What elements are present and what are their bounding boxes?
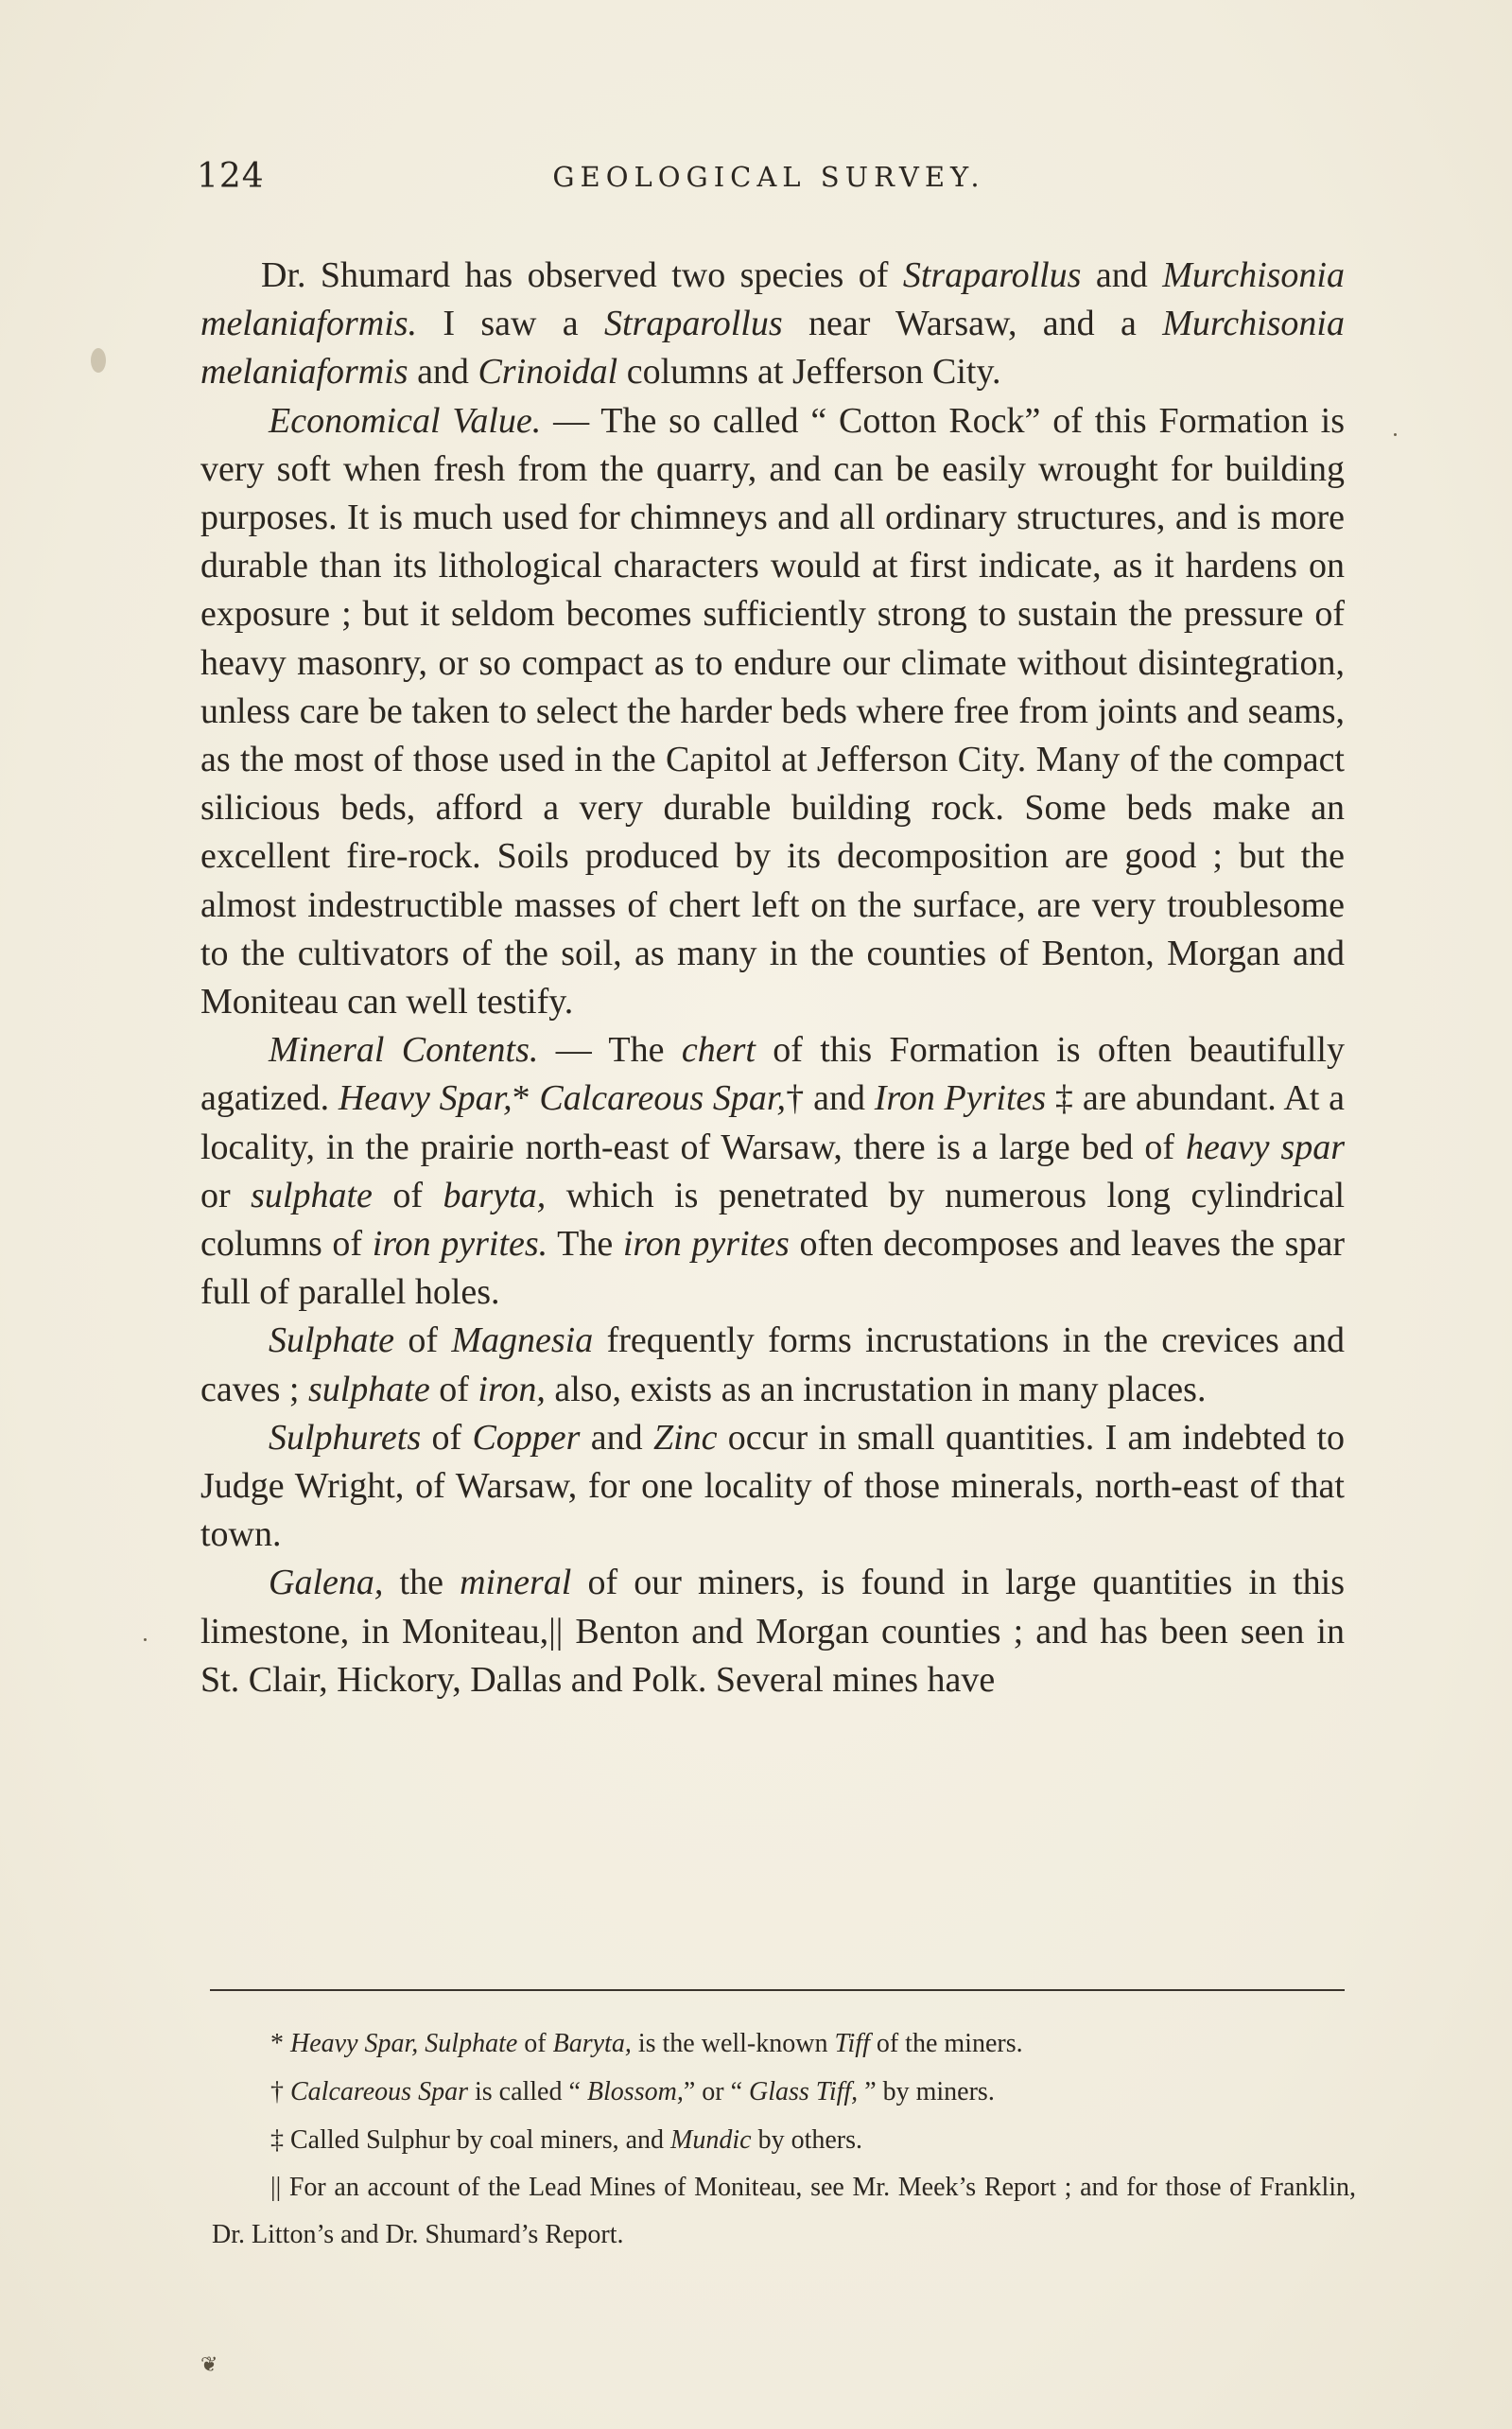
page-header [197,157,1341,204]
paragraph-economical-value: Economical Value. — The so called “ Cotton Rock” of this Formation is very soft when fresh from the quarry, and can be easily wrought for building purposes. It is much used for chimneys and all ordinary structures, and is more durable than its lithological characters would at first indicate, as it hardens on exposure ; but it seldom becomes sufficiently strong to sustain the pressure of heavy masonry, or so compact as to endure our climate without disintegration, unless care be taken to select the harder beds where free from joints and seams, as the most of those used in the Capitol at Jefferson City. Many of the compact silicious beds, afford a very durable building rock. Some beds make an excellent fire-rock. Soils produced by its decomposition are good ; but the almost indestructible masses of chert left on the surface, are very troublesome to the cultivators of the soil, as many in the counties of Benton, Morgan and Moniteau can well testify. [200,400,1345,1022]
footnote-heavy-spar: * Heavy Spar, Sulphate of Baryta, is the well-known Tiff of the miners. [270,2029,1023,2058]
body-text [200,252,1345,1704]
footnote-lead-mines: || For an account of the Lead Mines of Moniteau, see Mr. Meek’s Report ; and for those of Franklin, Dr. Litton’s and Dr. Shumard’s Report. [212,2173,1356,2249]
running-head: GEOLOGICAL SURVEY. [552,161,985,193]
footnote-sulphur: ‡ Called Sulphur by coal miners, and Mundic by others. [270,2125,863,2155]
paragraph-sulphurets: Sulphurets of Copper and Zinc occur in small quantities. I am indebted to Judge Wright, of Warsaw, for one locality of those minerals, north-east of that town. [200,1417,1345,1555]
speck [1394,433,1397,436]
speck [144,1638,147,1641]
paragraph-sulphate: Sulphate of Magnesia frequently forms incrustations in the crevices and caves ; sulphate of iron, also, exists as an incrustation in many places. [200,1320,1345,1409]
paragraph-mineral-contents: Mineral Contents. — The chert of this Formation is often beautifully agatized. Heavy Spar,* Calcareous Spar,† and Iron Pyrites ‡ are abundant. At a locality, in the prairie north-east of Warsaw, there is a large bed of heavy spar or sulphate of baryta, which is penetrated by numerous long cylindrical columns of iron pyrites. The iron pyrites often decomposes and leaves the spar full of parallel holes. [200,1030,1345,1313]
footnote-calcareous-spar: † Calcareous Spar is called “ Blossom,” or “ Glass Tiff, ” by miners. [270,2077,995,2106]
page-number: 124 [197,157,265,196]
footnote-divider [210,1989,1345,1991]
ink-smudge [91,348,106,373]
paragraph-fossils: Dr. Shumard has observed two species of Straparollus and Murchisonia melaniaformis. I saw a Straparollus near Warsaw, and a Murchisonia melaniaformis and Crinoidal columns at Jefferson City. [200,255,1345,393]
fleuron-mark: ❦ [200,2353,218,2377]
footnotes [212,2019,1356,2259]
paragraph-galena: Galena, the mineral of our miners, is found in large quantities in this limestone, in Moniteau,|| Benton and Morgan counties ; and has been seen in St. Clair, Hickory, Dallas and Polk. Several mines have [200,1563,1345,1700]
